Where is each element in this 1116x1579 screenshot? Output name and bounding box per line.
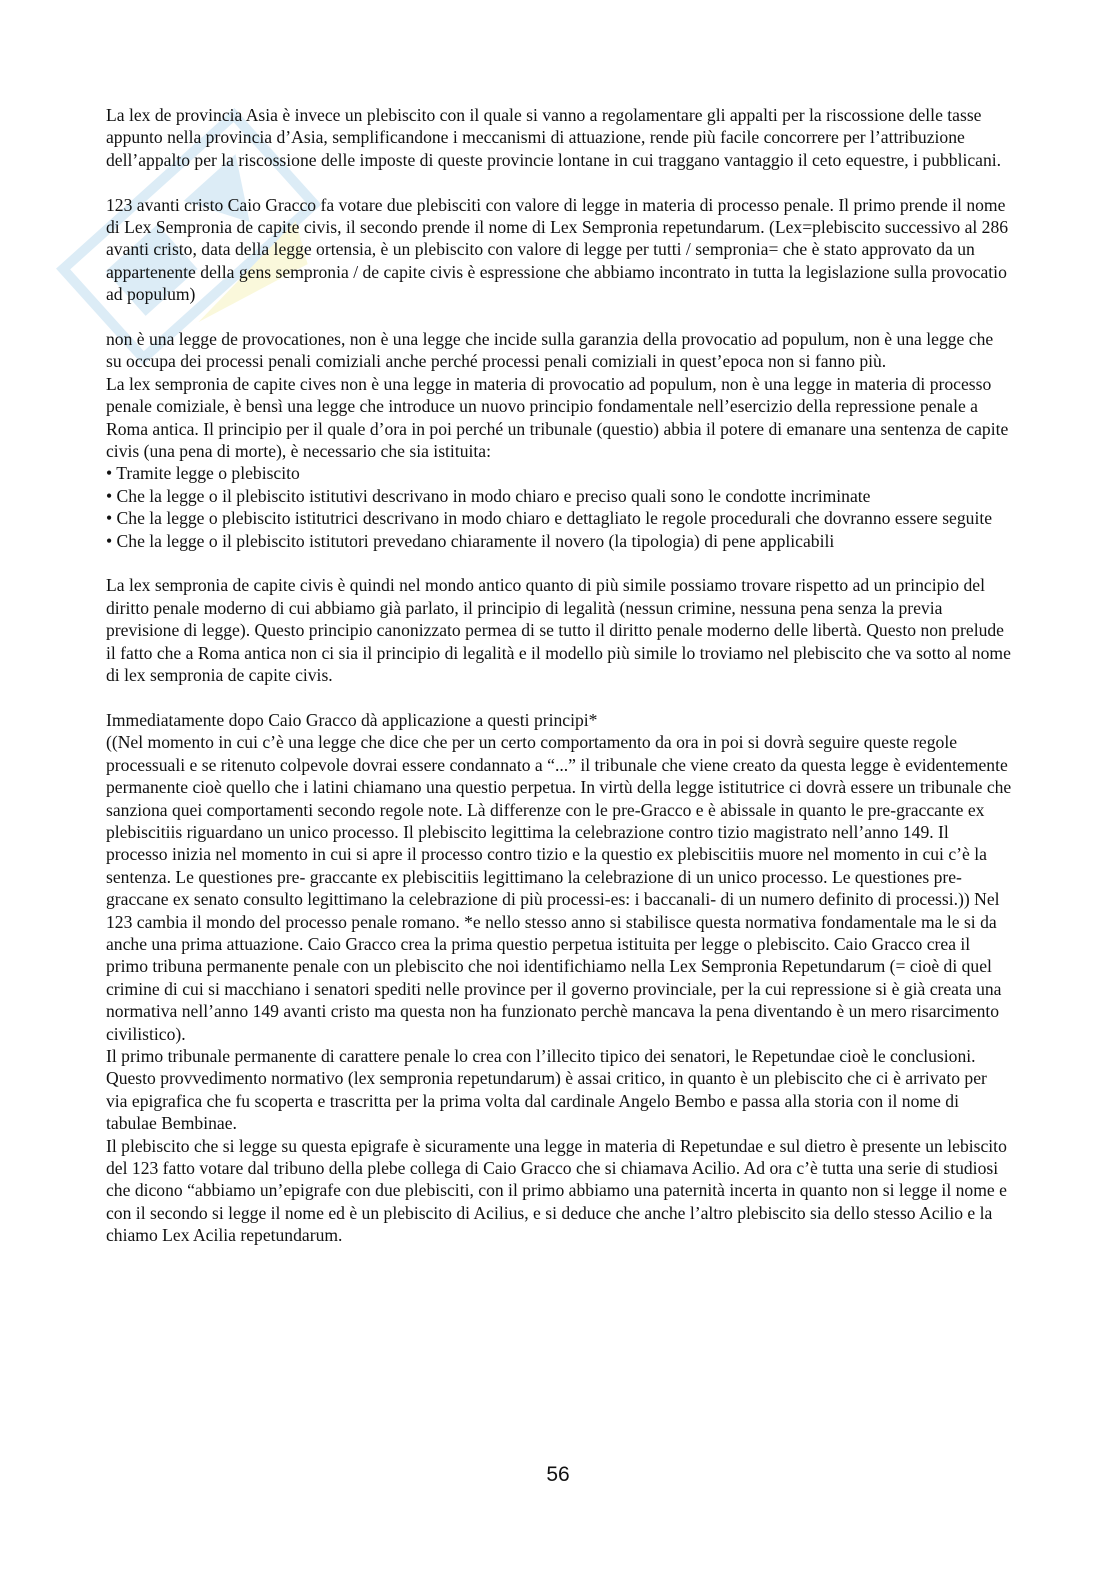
page-number: 56 [546, 1463, 570, 1486]
paragraph-caio-gracco-plebisciti: 123 avanti cristo Caio Gracco fa votare due plebisciti con valore di legge in materia di processo penale. Il primo prende il nome di Lex Sempronia de capite civis, il secondo prende il nome di Lex Sempronia repetundarum. (Lex=plebiscito successivo al 286 avanti cristo, data della legge ortensia, è un plebiscito con valore di legge per tutti / sempronia= che è stato approvato da un appartenente della gens sempronia / de capite civis è espressione che abbiamo incontrato in tutta la legislazione sulla provocatio ad populum) [106, 194, 1009, 305]
document-body [106, 104, 1012, 1247]
bullet-item: • Che la legge o il plebiscito istitutori prevedano chiaramente il novero (la tipologia) di pene applicabili [106, 530, 835, 551]
paragraph-questio-perpetua: ((Nel momento in cui c’è una legge che dice che per un certo comportamento da ora in poi si dovrà seguire queste regole processuali e se ritenuto colpevole dovrai essere condannato a “...” il tribunale che viene creato da questa legge è evidentemente permanente cioè quello che i latini chiamano una questio perpetua. In virtù della legge istitutrice ci dovrà essere un tribunale che sanziona quei comportamenti secondo regole note. Là differenze con le pre-Gracco e è abissale in quanto le pre-graccante ex plebiscitiis riguardano un unico processo. Il plebiscito legittima la celebrazione contro tizio magistrato nell’anno 149. Il processo inizia nel momento in cui si apre il processo contro tizio e la questio ex plebiscitiis muore nel momento in cui c’è la sentenza. Le questiones pre- graccante ex plebiscitiis legittimano la celebrazione di un unico processo. Le questiones pre-graccane ex senato consulto legittimano la celebrazione di più processi-es: i baccanali- di un numero definito di processi.)) Nel 123 cambia il mondo del processo penale romano. *e nello stesso anno si stabilisce questa normativa fondamentale ma le si da anche una prima attuazione. Caio Gracco crea la prima questio perpetua istituita per legge o plebiscito. Caio Gracco crea il primo tribuna permanente penale con un plebiscito che noi identifichiamo nella Lex Sempronia Repetundarum (= cioè di quel crimine di cui si macchiano i senatori spediti nelle province per il governo provinciale, per la cui repressione si è già creata una normativa nell’anno 149 avanti cristo ma questa non ha funzionato perchè mancava la pena diventando è un mero risarcimento civilistico). [106, 732, 1012, 1044]
paragraph-non-legge-provocationes: non è una legge de provocationes, non è una legge che incide sulla garanzia della provocatio ad populum, non è una legge che su occupa dei processi penali comiziali anche perché processi penali comiziali in quest’epoca non si fanno più. [106, 329, 994, 372]
paragraph-primo-tribunale: Il primo tribunale permanente di carattere penale lo crea con l’illecito tipico dei senatori, le Repetundae cioè le conclusioni. [106, 1046, 976, 1066]
paragraph-immediatamente-dopo: Immediatamente dopo Caio Gracco dà applicazione a questi principi* [106, 709, 598, 730]
bullet-item: • Tramite legge o plebiscito [106, 463, 300, 484]
paragraph-principio-legalita: La lex sempronia de capite civis è quindi nel mondo antico quanto di più simile possiamo trovare rispetto ad un principio del diritto penale moderno di cui abbiamo già parlato, il principio di legalità (nessun crimine, nessuna pena senza la previa previsione di legge). Questo principio canonizzato permea di se tutto il diritto penale moderno delle libertà. Questo non prelude il fatto che a Roma antica non ci sia il principio di legalità e il modello più simile lo troviamo nel plebiscito che va sotto al nome di lex sempronia de capite civis. [106, 575, 1011, 686]
paragraph-lex-provincia-asia: La lex de provincia Asia è invece un plebiscito con il quale si vanno a regolamentare gli appalti per la riscossione delle tasse appunto nella provincia d’Asia, semplificandone i meccanismi di attuazione, rende più facile concorrere per l’attribuzione dell’appalto per la riscossione delle imposte di queste provincie lontane in cui traggano vantaggio il ceto equestre, i pubblicani. [106, 105, 1002, 170]
paragraph-lex-acilia: Il plebiscito che si legge su questa epigrafe è sicuramente una legge in materia di Repetundae e sul dietro è presente un lebiscito del 123 fatto votare dal tribuno della plebe collega di Caio Gracco che si chiamava Acilio. Ad ora c’è tutta una serie di studiosi che dicono “abbiamo un’epigrafe con due plebisciti, con il primo abbiamo una paternità incerta in quanto non si legge il nome e con il secondo si legge il nome ed è un plebiscito di Acilius, e si deduce che anche l’altro plebiscito sia dello stesso Acilio e la chiamo Lex Acilia repetundarum. [106, 1135, 1007, 1246]
bullet-item: • Che la legge o il plebiscito istitutivi descrivano in modo chiaro e preciso quali sono le condotte incriminate [106, 485, 871, 506]
paragraph-lex-sempronia-capite: La lex sempronia de capite cives non è una legge in materia di provocatio ad populum, non è una legge in materia di processo penale comiziale, è bensì una legge che introduce un nuovo principio fondamentale nell’esercizio della repressione penale a Roma antica. Il principio per il quale d’ora in poi perché un tribunale (questio) abbia il potere di emanare una sentenza de capite civis (una pena di morte), è necessario che sia istituita: [106, 373, 1009, 462]
paragraph-tabulae-bembinae: Questo provvedimento normativo (lex sempronia repetundarum) è assai critico, in quanto è un plebiscito che ci è arrivato per via epigrafica che fu scoperta e trascritta per la prima volta dal cardinale Angelo Bembo e passa alla storia con il nome di tabulae Bembinae. [106, 1068, 987, 1134]
bullet-item: • Che la legge o plebiscito istitutrici descrivano in modo chiaro e dettagliato le regole procedurali che dovranno essere seguite [106, 508, 993, 529]
